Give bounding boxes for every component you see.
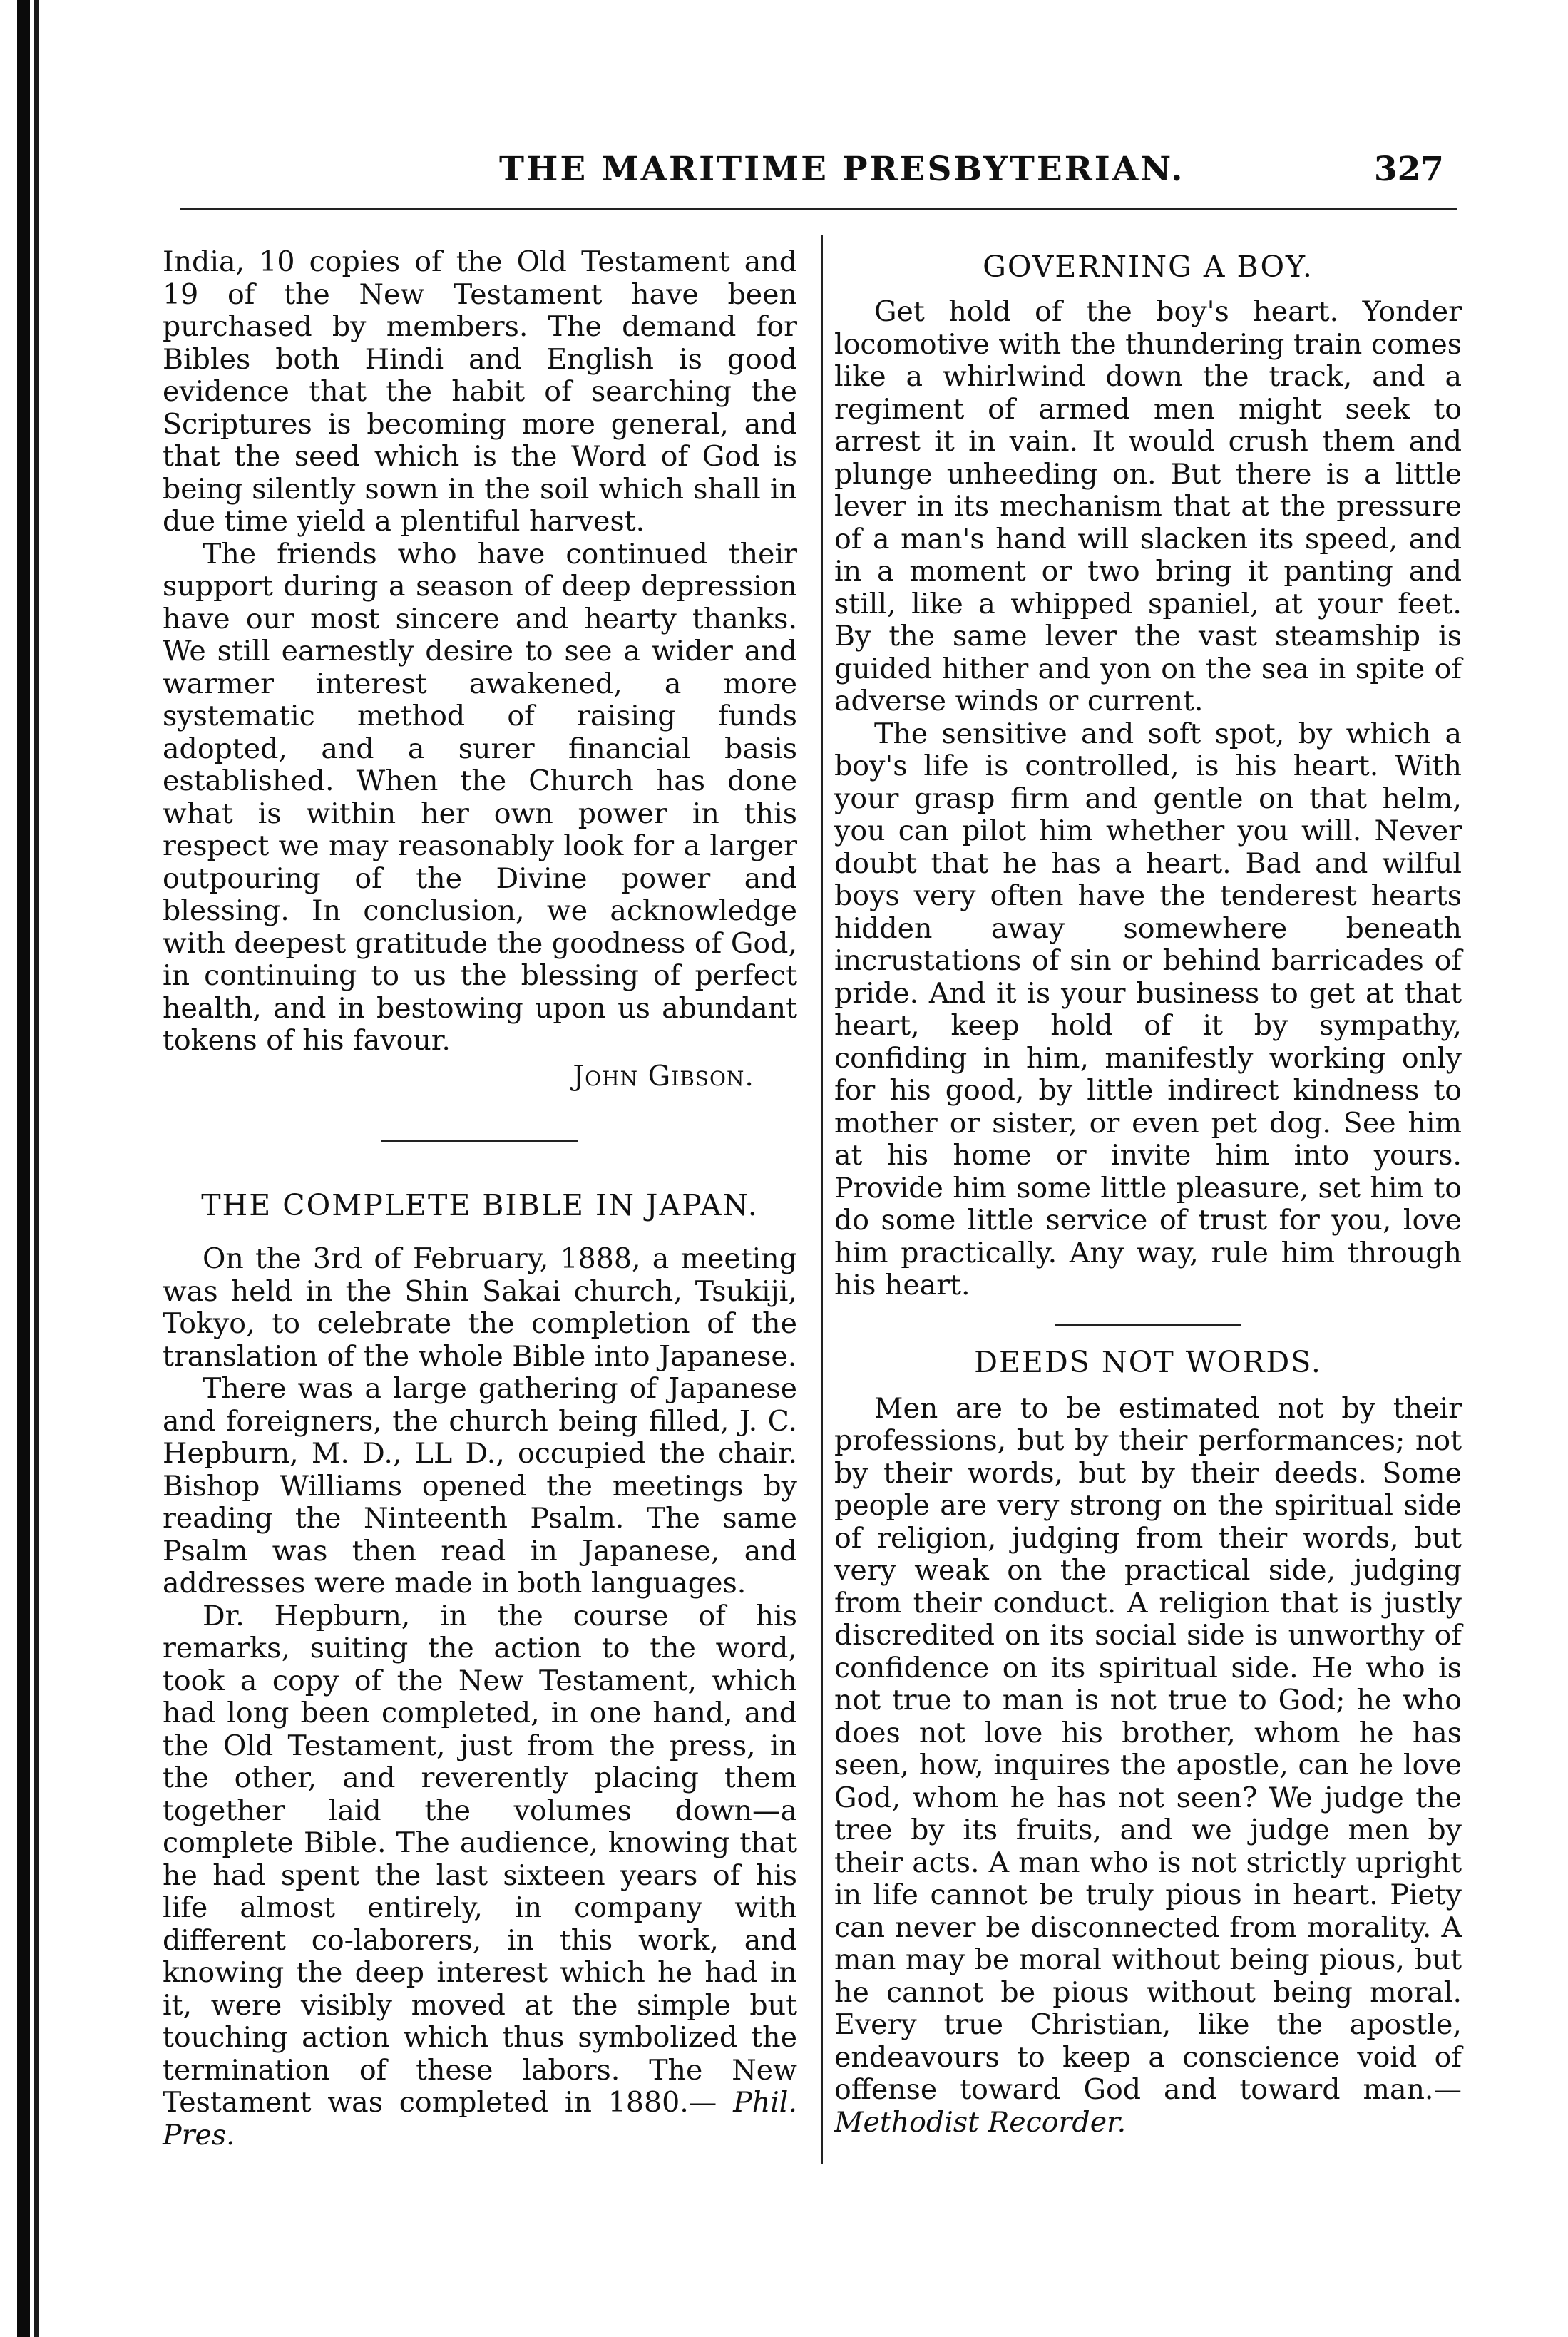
- article4-paragraph-last: [834, 1393, 1462, 2139]
- article1-paragraph: The friends who have continued their support during a season of deep depression have our most sincere and hearty thanks. We still earnestly desire to see a wider and warmer interest awakened, a more systematic method of raising funds adopted, and a surer financial basis established. When the Church has done what is within her own power in this respect we may reasonably look for a larger outpouring of the Divine power and blessing. In conclusion, we acknowledge with deepest gratitude the goodness of God, in continuing to us the blessing of perfect health, and in bestowing upon us abundant tokens of his favour.: [163, 537, 797, 1057]
- article3-paragraph: Get hold of the boy's heart. Yonder locomotive with the thundering train comes like a whirlwind down the track, and a regiment of armed men might seek to arrest it in vain. It would crush them and plunge unheeding on. But there is a little lever in its mechanism that at the pressure of a man's hand will slacken its speed, and in a moment or two bring it panting and still, like a whipped spaniel, at your feet. By the same lever the vast steamship is guided hither and yon on the sea in spite of adverse winds or current.: [834, 295, 1462, 717]
- journal-title: THE MARITIME PRESBYTERIAN.: [499, 150, 1185, 189]
- article2-paragraph-last: [163, 1600, 797, 2152]
- article1-paragraph: India, 10 copies of the Old Testament and 19 of the New Testament have been purchased by members. The demand for Bibles both Hindi and English is good evidence that the habit of searching the Scriptures is becoming more general, and that the seed which is the Word of God is being silently sown in the soil which shall in due time yield a plentiful harvest.: [163, 245, 797, 538]
- article4-heading: DEEDS NOT WORDS.: [974, 1344, 1322, 1379]
- article3-heading: GOVERNING A BOY.: [983, 250, 1313, 284]
- article2-heading: THE COMPLETE BIBLE IN JAPAN.: [201, 1188, 759, 1222]
- article4-paragraph-text: Men are to be estimated not by their professions, but by their performances; not by their words, but by their deeds. Some people are very strong on the spiritual side of religion, judging from their words, but very weak on the practical side, judging from their conduct. A religion that is justly discredited on its social side is unworthy of confidence on its spiritual side. He who is not true to man is not true to God; he who does not love his brother, whom he has seen, how, inquires the apostle, can he love God, whom he has not seen? We judge the tree by its fruits, and we judge men by their acts. A man who is not strictly upright in life cannot be truly pious in heart. Piety can never be disconnected from morality. A man may be moral without being pious, but he cannot be pious without being moral. Every true Christian, like the apostle, endeavours to keep a conscience void of offense toward God and toward man.—: [834, 1391, 1462, 2106]
- article3-paragraph: The sensitive and soft spot, by which a boy's life is controlled, is his heart. With your grasp firm and gentle on that helm, you can pilot him whether you will. Never doubt that he has a heart. Bad and wilful boys very often have the tenderest hearts hidden away somewhere beneath incrustations of sin or behind barricades of pride. And it is your business to get at that heart, keep hold of it by sympathy, confiding in him, manifestly working only for his good, by little indirect kindness to mother or sister, or even pet dog. See him at his home or invite him into yours. Provide him some little pleasure, set him to do some little service of trust for you, love him practically. Any way, rule him through his heart.: [834, 717, 1462, 1302]
- article2-paragraph-text: Dr. Hepburn, in the course of his remarks, suiting the action to the word, took a copy of the New Testament, which had long been completed, in one hand, and the Old Testament, just from the press, in the other, and reverently placing them together laid the volumes down—a complete Bible. The audience, knowing that he had spent the last sixteen years of his life almost entirely, in company with different co-laborers, in this work, and knowing the deep interest which he had in it, were visibly moved at the simple but touching action which thus symbolized the termination of these labors. The New Testament was completed in 1880.—: [163, 1599, 797, 2119]
- header-rule: [180, 208, 1457, 210]
- page-number: 327: [1373, 150, 1444, 189]
- article2-citation: Phil. Pres.: [163, 2086, 797, 2152]
- article2-paragraph: On the 3rd of February, 1888, a meeting was held in the Shin Sakai church, Tsukiji, Tokyo, to celebrate the completion of the translation of the whole Bible into Japanese.: [163, 1242, 797, 1373]
- article-separator: [381, 1140, 578, 1142]
- article1-signature: John Gibson.: [573, 1059, 754, 1093]
- column-divider: [821, 235, 823, 2164]
- article-separator: [1055, 1324, 1241, 1326]
- article4-citation: Methodist Recorder.: [834, 2105, 1127, 2139]
- article2-paragraph: There was a large gathering of Japanese and foreigners, the church being filled, J. C. Hepburn, M. D., LL D., occupied the chair. Bishop Williams opened the meetings by reading the Ninteenth Psalm. The same Psalm was then read in Japanese, and addresses were made in both languages.: [163, 1372, 797, 1600]
- right-column: [834, 246, 1462, 2139]
- running-header: [100, 150, 1483, 200]
- left-column: [163, 246, 797, 2152]
- page-edge-shadow-inner: [34, 0, 39, 2337]
- page-edge-shadow: [17, 0, 30, 2337]
